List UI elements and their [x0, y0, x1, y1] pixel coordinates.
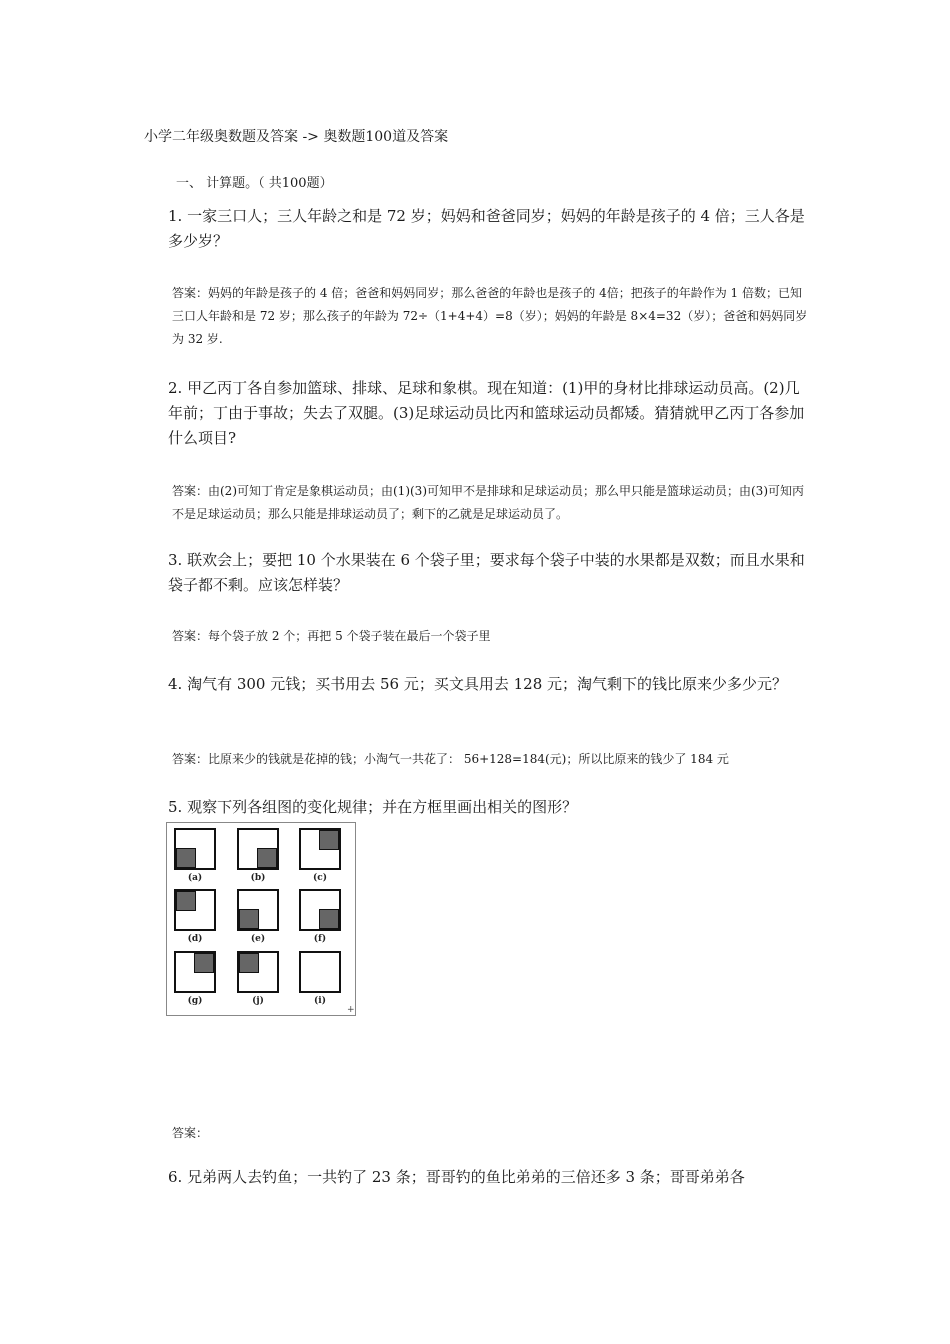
figure-cell-d [174, 889, 216, 931]
figure-label: (d) [187, 934, 203, 944]
figure-cell-a [174, 828, 216, 870]
section-title: 一、 计算题。（ 共100题） [176, 176, 333, 191]
figure-label: (i) [314, 996, 326, 1006]
figure-label: (g) [187, 996, 203, 1006]
answer-5: 答案： [172, 1126, 209, 1140]
figure-cell-b [237, 828, 279, 870]
answer-1: 答案：妈妈的年龄是孩子的 4 倍；爸爸和妈妈同岁；那么爸爸的年龄也是孩子的 4倍；把孩子的年龄作为 1 倍数；已知三口人年龄和是 72 岁；那么孩子的年龄为 72÷（1+4+4）=8（岁）；妈妈的年龄是 8×4=32（岁）；爸爸和妈妈同岁为 32 岁. [172, 286, 808, 346]
figure-cell-f [299, 889, 341, 931]
figure-label: (a) [187, 873, 203, 883]
question-3: 3. 联欢会上；要把 10 个水果装在 6 个袋子里；要求每个袋子中装的水果都是双数；而且水果和袋子都不剩。应该怎样装？ [168, 551, 805, 594]
figure-label: (c) [313, 873, 327, 883]
answer-2: 答案：由(2)可知丁肯定是象棋运动员；由(1)(3)可知甲不是排球和足球运动员；那么甲只能是篮球运动员；由(3)可知丙不是足球运动员；那么只能是排球运动员了；剩下的乙就是足球运动员了。 [172, 484, 804, 521]
figure-label: (f) [313, 934, 327, 944]
figure-cell-j [237, 951, 279, 993]
question-4: 4. 淘气有 300 元钱；买书用去 56 元；买文具用去 128 元；淘气剩下的钱比原来少多少元？ [168, 675, 788, 693]
figure-cell-i-empty [299, 951, 341, 993]
answer-3: 答案：每个袋子放 2 个；再把 5 个袋子装在最后一个袋子里 [172, 629, 491, 643]
figure-cell-g [174, 951, 216, 993]
breadcrumb: 小学二年级奥数题及答案 -> 奥数题100道及答案 [144, 129, 449, 145]
question-6: 6. 兄弟两人去钓鱼；一共钓了 23 条；哥哥钓的鱼比弟弟的三倍还多 3 条；哥哥弟弟各 [168, 1168, 745, 1186]
figure-label: (j) [252, 996, 264, 1006]
anchor-marker: + [347, 1005, 355, 1015]
question-5: 5. 观察下列各组图的变化规律；并在方框里画出相关的图形？ [168, 798, 578, 816]
figure-cell-e [237, 889, 279, 931]
figure-label: (b) [250, 873, 266, 883]
question-2: 2. 甲乙丙丁各自参加篮球、排球、足球和象棋。现在知道：(1)甲的身材比排球运动员高。(2)几年前；丁由于事故；失去了双腿。(3)足球运动员比丙和篮球运动员都矮。猜猜就甲乙丙丁各参加什么项目? [168, 379, 805, 447]
answer-4: 答案：比原来少的钱就是花掉的钱；小淘气一共花了： 56+128=184(元)；所以比原来的钱少了 184 元 [172, 752, 729, 766]
figure-label: (e) [250, 934, 266, 944]
pattern-figure [166, 822, 356, 1016]
figure-cell-c [299, 828, 341, 870]
question-1: 1. 一家三口人；三人年龄之和是 72 岁；妈妈和爸爸同岁；妈妈的年龄是孩子的 4 倍；三人各是多少岁？ [168, 207, 805, 250]
